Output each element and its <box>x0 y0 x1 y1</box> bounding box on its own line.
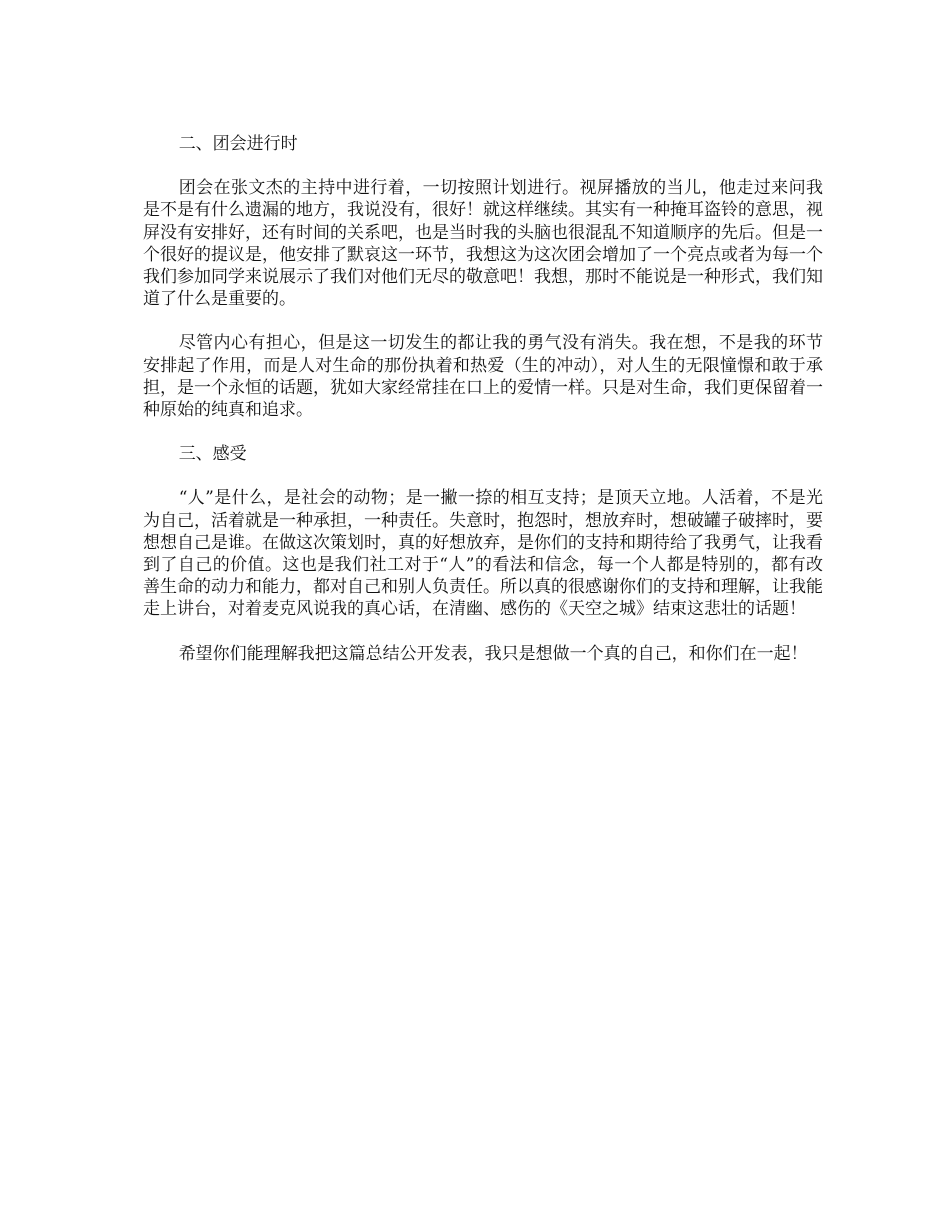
section-heading-2: 二、团会进行时 <box>178 134 298 154</box>
paragraph-courage: 尽管内心有担心，但是这一切发生的都让我的勇气没有消失。我在想，不是我的环节安排起了作用，而是人对生命的那份执着和热爱（生的冲动），对人生的无限憧憬和敢于承担，是一个永恒的话题，犹如大家经常挂在口上的爱情一样。只是对生命，我们更保留着一种原始的纯真和追求。 <box>143 333 823 421</box>
paragraph-closing: 希望你们能理解我把这篇总结公开发表，我只是想做一个真的自己，和你们在一起！ <box>178 643 808 664</box>
paragraph-reflection: “人”是什么，是社会的动物；是一撇一捺的相互支持；是顶天立地。人活着，不是光为自己，活着就是一种承担，一种责任。失意时，抱怨时，想放弃时，想破罐子破摔时，要想想自己是谁。在做这次策划时，真的好想放弃，是你们的支持和期待给了我勇气，让我看到了自己的价值。这也是我们社工对于“人”的看法和信念，每一个人都是特别的，都有改善生命的动力和能力，都对自己和别人负责任。所以真的很感谢你们的支持和理解，让我能走上讲台，对着麦克风说我的真心话，在清幽、感伤的《天空之城》结束这悲壮的话题！ <box>143 488 823 620</box>
document-page <box>143 133 823 687</box>
paragraph-meeting-process: 团会在张文杰的主持中进行着，一切按照计划进行。视屏播放的当儿，他走过来问我是不是有什么遗漏的地方，我说没有，很好！就这样继续。其实有一种掩耳盗铃的意思，视屏没有安排好，还有时间的关系吧，也是当时我的头脑也很混乱不知道顺序的先后。但是一个很好的提议是，他安排了默哀这一环节，我想这为这次团会增加了一个亮点或者为每一个我们参加同学来说展示了我们对他们无尽的敬意吧！我想，那时不能说是一种形式，我们知道了什么是重要的。 <box>143 178 823 310</box>
section-heading-3: 三、感受 <box>178 444 247 465</box>
